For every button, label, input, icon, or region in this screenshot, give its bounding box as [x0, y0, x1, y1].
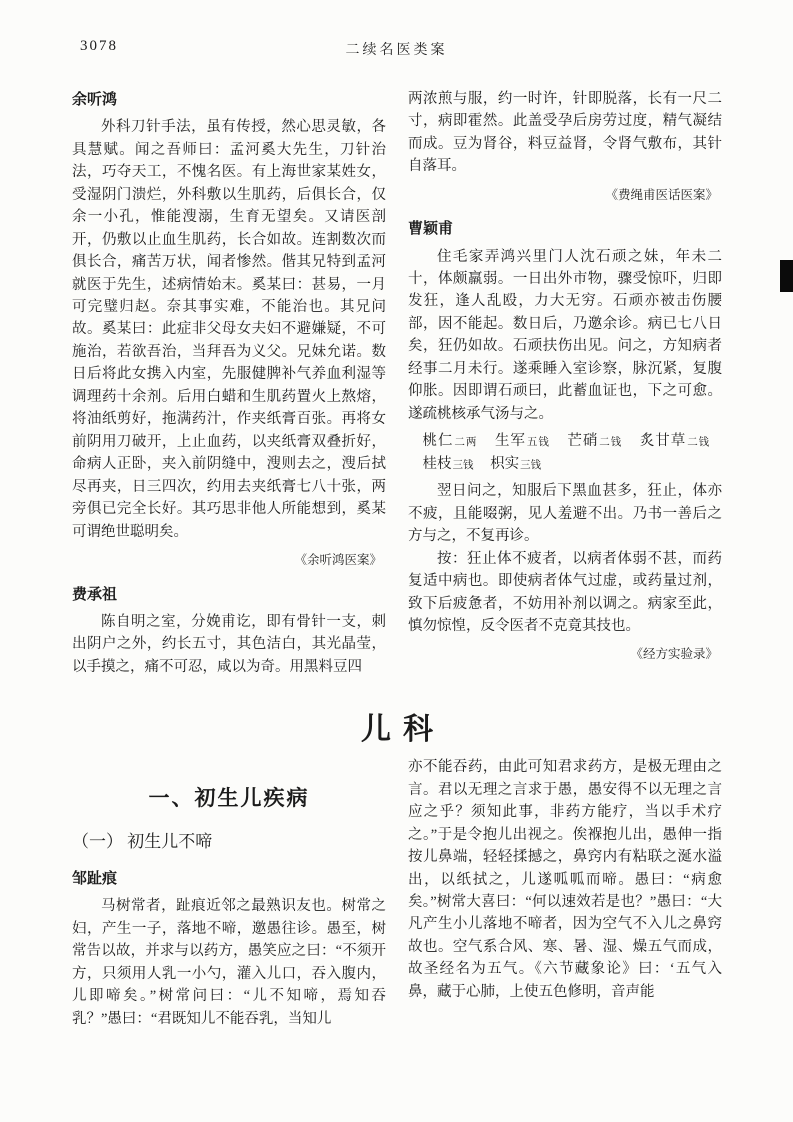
case-paragraph: 翌日问之，知服后下黑血甚多，狂止，体亦不疲，且能啜粥，见人羞避不出。乃书一善后之方与之，不复再诊。 — [408, 483, 722, 545]
page-number: 3078 — [80, 38, 118, 54]
case-author-heading: 曹颖甫 — [408, 220, 454, 238]
scan-edge-mark — [780, 260, 793, 292]
top-left-column — [72, 88, 386, 678]
herb-dose: 二钱 — [599, 437, 623, 449]
case-paragraph-continued: 亦不能吞药，由此可知君求药方，是极无理由之言。君以无理之言求于愚，愚安得不以无理之言应之乎？须知此事，非药方能疗，当以手术疗之。”于是令抱儿出视之。俟褓抱儿出，愚伸一指按儿鼻端，轻轻揉撼之，鼻窍内有粘联之涎水溢出，以纸拭之，儿遂呱呱而啼。愚曰：“病愈矣。”树常大喜曰：“何以速效若是也？”愚曰：“大凡产生小儿落地不啼者，因为空气不入儿之鼻窍故也。空气系合风、寒、暑、湿、燥五气而成，故圣经名为五气。《六节藏象论》曰：‘五气入鼻，藏于心肺，上使五色修明，音声能 — [408, 759, 722, 1000]
bottom-right-column — [408, 756, 722, 1030]
herb-dose: 三钱 — [520, 459, 542, 471]
prescription-item — [495, 433, 550, 449]
bottom-columns — [72, 756, 722, 1030]
bottom-left-column — [72, 756, 386, 1030]
prescription-item — [640, 433, 709, 449]
prescription-item — [490, 456, 541, 472]
prescription-item — [567, 433, 622, 449]
case-paragraph: 马树常者，趾痕近邻之最熟识友也。树常之妇，产生一子，落地不啼，邀愚往诊。愚至，树常告以故，并求与以药方，愚笑应之曰：“不须开方，只须用人乳一小勺，灌入儿口，吞入腹内，儿即啼矣。”树常问曰：“儿不知啼，焉知吞乳？”愚曰：“君既知儿不能吞乳，当知儿 — [72, 898, 386, 1027]
prescription-item — [423, 456, 474, 472]
chapter-heading: 一、初生儿疾病 — [148, 786, 310, 811]
subsection-heading: （一） 初生儿不啼 — [72, 831, 213, 851]
herb-dose: 三钱 — [452, 459, 474, 471]
case-author-heading: 邹趾痕 — [72, 870, 118, 888]
case-author-heading: 余听鸿 — [72, 91, 118, 108]
herb-name: 生军 — [494, 433, 526, 450]
source-citation: 《余听鸿医案》 — [294, 553, 382, 568]
top-right-column — [408, 88, 722, 678]
herb-dose: 五钱 — [526, 437, 550, 449]
herb-name: 炙甘草 — [639, 433, 687, 450]
page-content — [72, 88, 722, 1030]
herb-name: 桂枝 — [422, 455, 452, 472]
herb-name: 枳实 — [490, 455, 520, 472]
source-citation: 《费绳甫医话医案》 — [605, 187, 718, 202]
herb-dose: 二钱 — [687, 437, 710, 449]
herb-dose: 二两 — [454, 437, 478, 449]
running-head-title: 二续名医类案 — [345, 43, 448, 58]
page-header — [72, 38, 721, 58]
prescription — [408, 430, 722, 475]
case-paragraph: 陈自明之室，分娩甫讫，即有骨针一支，刺出阴户之外，约长五寸，其色洁白，其光晶莹，以手摸之，痛不可忍，咸以为奇。用黑料豆四 — [72, 613, 386, 675]
department-heading: 儿科 — [361, 713, 445, 747]
source-citation: 《经方实验录》 — [630, 647, 718, 662]
case-paragraph: 住毛家弄鸿兴里门人沈石顽之妹，年未二十，体颇羸弱。一日出外市物，骤受惊吓，归即发狂，逢人乱殴，力大无穷。石顽亦被击伤腰部，因不能起。数日后，乃邀余诊。病已七八日矣，狂仍如故。石顽扶伤出见。问之，方知病者经事二月未行。遂乘睡入室诊察，脉沉紧，复腹仰胀。因即谓石顽曰，此蓄血证也，下之可愈。遂疏桃核承气汤与之。 — [408, 248, 722, 422]
top-columns — [72, 88, 722, 678]
case-author-heading: 费承祖 — [72, 585, 118, 603]
herb-name: 桃仁 — [422, 433, 454, 450]
herb-name: 芒硝 — [567, 433, 599, 450]
case-paragraph: 外科刀针手法，虽有传授，然心思灵敏，各具慧赋。闻之吾师曰：孟河奚大先生，刀针治法，巧夺天工，不愧名医。有上海世家某姓女，受湿阴门溃烂，外科敷以生肌药，后俱长合，仅余一小孔，惟能溲溺，生育无望矣。又请医剖开，仍敷以止血生肌药，长合如故。连割数次而俱长合，痛苦万状，闻者惨然。偕其兄特到孟河就医于先生，述病情始末。奚某曰：甚易，一月可完璧归赵。奈其事实难，不能治也。其兄问故。奚某曰：此症非父母女夫妇不避嫌疑，不可施治，若欲吾治，当拜吾为义父。兄妹允诺。数日后将此女携入内室，先服健脾补气养血利湿等调理药十余剂。后用白蜡和生肌药置火上熬熔，将油纸剪好，拖满药汁，作夹纸膏百张。再将女前阴用刀破开，上止血药，以夹纸膏双叠折好，命病人正卧，夹入前阴缝中，溲则去之，溲后拭尽再夹，日三四次，约用去夹纸膏七八十张，两旁俱已完全长好。其巧思非他人所能想到，奚某可谓绝世聪明矣。 — [72, 119, 386, 540]
case-paragraph-continued: 两浓煎与服，约一时许，针即脱落，长有一尺二寸，病即霍然。此盖受孕后房劳过度，精气凝结而成。豆为肾谷，料豆益肾，令肾气敷布，其针自落耳。 — [408, 91, 722, 175]
case-commentary: 按：狂止体不疲者，以病者体弱不甚，而药复适中病也。即使病者体气过虚，或药量过剂，致下后疲惫者，不妨用补剂以调之。病家至此，慎勿惊惶，反令医者不克竟其技也。 — [408, 550, 722, 634]
prescription-item — [423, 433, 478, 449]
